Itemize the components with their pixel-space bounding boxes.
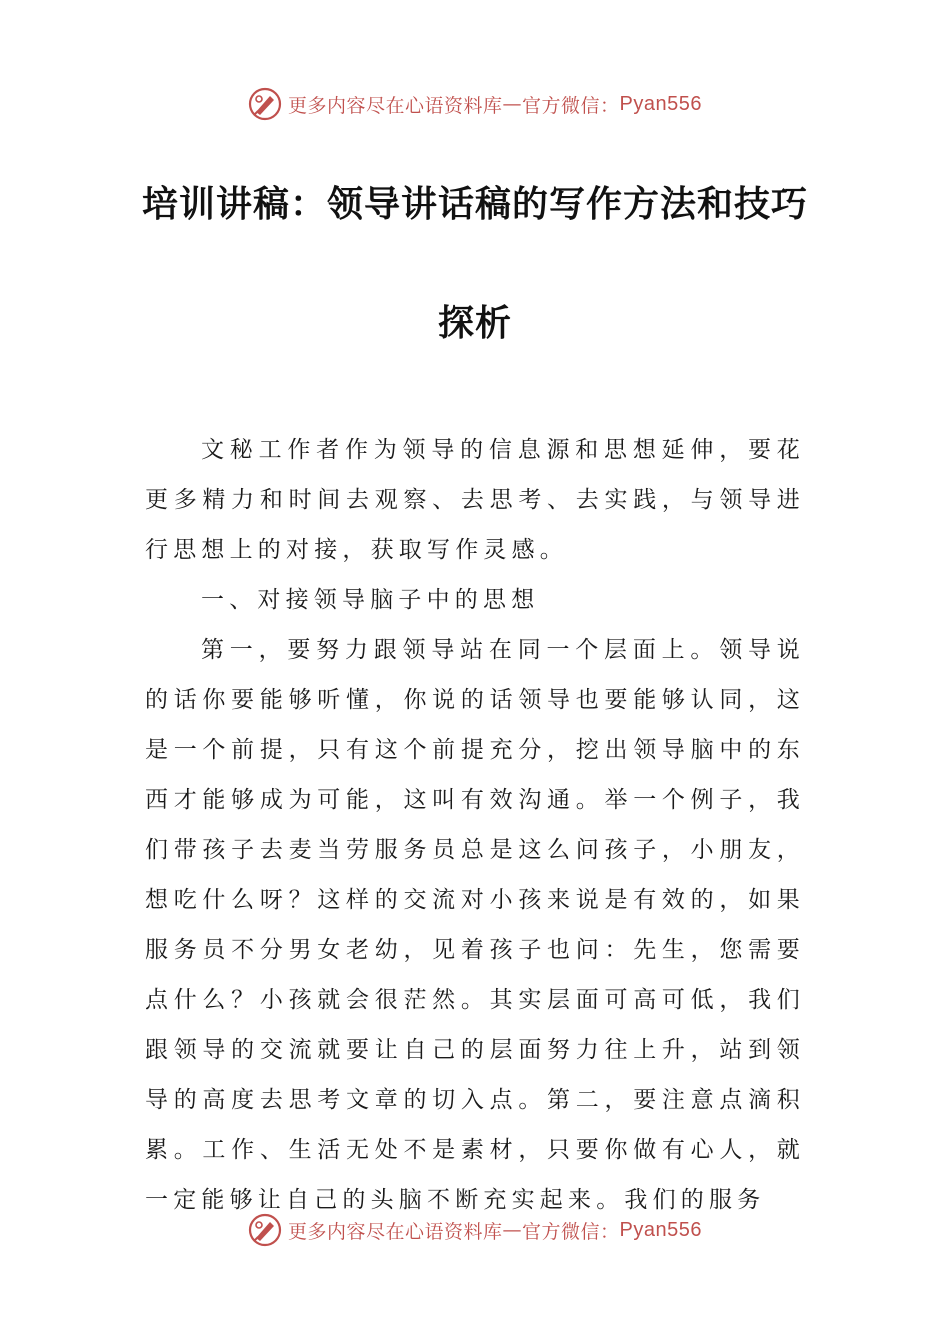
watermark-brand-text: 更多内容尽在心语资料库 bbox=[288, 94, 503, 117]
footer-watermark bbox=[0, 1210, 950, 1250]
watermark-wechat-id: Pyan556 bbox=[619, 92, 702, 115]
watermark-wechat-label: 官方微信： bbox=[522, 1220, 620, 1243]
watermark-wechat-label: 官方微信： bbox=[522, 94, 620, 117]
document-body bbox=[145, 425, 805, 1225]
document-title-line2: 探析 bbox=[437, 303, 512, 344]
pen-logo-icon bbox=[248, 1213, 282, 1247]
watermark-dash: — bbox=[502, 93, 523, 115]
section-heading-1: 一、对接领导脑子中的思想 bbox=[201, 587, 540, 613]
watermark-wechat-id: Pyan556 bbox=[619, 1218, 702, 1241]
paragraph-intro: 文秘工作者作为领导的信息源和思想延伸，要花更多精力和时间去观察、去思考、去实践，与领导进行思想上的对接，获取写作灵感。 bbox=[145, 437, 805, 563]
document-title-line1: 培训讲稿：领导讲话稿的写作方法和技巧 bbox=[141, 184, 808, 225]
paragraph-section-1: 第一，要努力跟领导站在同一个层面上。领导说的话你要能够听懂，你说的话领导也要能够认同，这是一个前提，只有这个前提充分，挖出领导脑中的东西才能够成为可能，这叫有效沟通。举一个例子，我们带孩子去麦当劳服务员总是这么问孩子，小朋友，想吃什么呀？这样的交流对小孩来说是有效的，如果服务员不分男女老幼，见着孩子也问：先生，您需要点什么？小孩就会很茫然。其实层面可高可低，我们跟领导的交流就要让自己的层面努力往上升，站到领导的高度去思考文章的切入点。第二，要注意点滴积累。工作、生活无处不是素材，只要你做有心人，就一定能够让自己的头脑不断充实起来。我们的服务 bbox=[145, 637, 805, 1213]
watermark-dash: — bbox=[502, 1219, 523, 1241]
pen-logo-icon bbox=[248, 87, 282, 121]
header-watermark bbox=[0, 84, 950, 124]
watermark-brand-text: 更多内容尽在心语资料库 bbox=[288, 1220, 503, 1243]
